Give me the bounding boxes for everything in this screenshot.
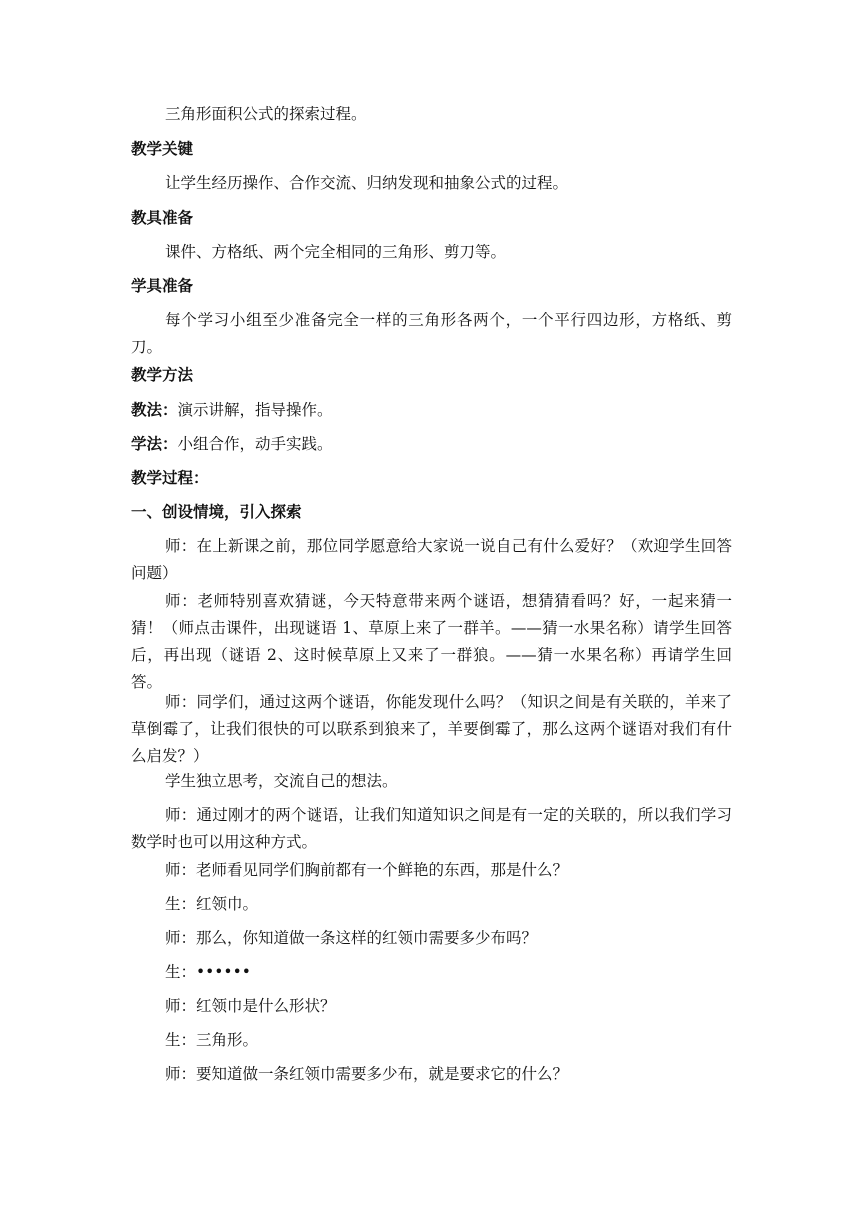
paragraph-learn-method [131, 431, 732, 458]
heading-section-1: 一、创设情境，引入探索 [131, 503, 302, 521]
heading-teaching-key: 教学关键 [131, 140, 194, 158]
learn-method-text: 小组合作，动手实践。 [177, 435, 333, 453]
heading-student-tools: 学具准备 [131, 277, 194, 295]
paragraph-11: 生：三角形。 [165, 1031, 259, 1049]
paragraph-7: 生：红领巾。 [165, 895, 259, 913]
paragraph-intro: 三角形面积公式的探索过程。 [165, 105, 367, 123]
heading-teaching-method: 教学方法 [131, 366, 194, 384]
teach-method-label: 教法： [131, 401, 178, 419]
heading-teaching-tools: 教具准备 [131, 209, 194, 227]
paragraph-teach-method [131, 397, 732, 424]
paragraph-teaching-key: 让学生经历操作、合作交流、归纳发现和抽象公式的过程。 [165, 174, 569, 192]
paragraph-5: 师：通过刚才的两个谜语，让我们知道知识之间是有一定的关联的，所以我们学习数学时也可以用这种方式。 [131, 806, 732, 851]
paragraph-6: 师：老师看见同学们胸前都有一个鲜艳的东西，那是什么？ [165, 861, 569, 879]
teach-method-text: 演示讲解，指导操作。 [177, 401, 333, 419]
learn-method-label: 学法： [131, 435, 178, 453]
paragraph-3: 师：同学们，通过这两个谜语，你能发现什么吗？（知识之间是有关联的，羊来了草倒霉了，让我们很快的可以联系到狼来了，羊要倒霉了，那么这两个谜语对我们有什么启发？） [131, 693, 732, 765]
paragraph-1: 师：在上新课之前，那位同学愿意给大家说一说自己有什么爱好？（欢迎学生回答问题） [131, 537, 732, 582]
paragraph-12: 师：要知道做一条红领巾需要多少布，就是要求它的什么？ [165, 1065, 569, 1083]
paragraph-student-tools: 每个学习小组至少准备完全一样的三角形各两个，一个平行四边形，方格纸、剪刀。 [131, 311, 732, 356]
paragraph-2: 师：老师特别喜欢猜谜，今天特意带来两个谜语，想猜猜看吗？好，一起来猜一猜！（师点击课件，出现谜语 1、草原上来了一群羊。——猜一水果名称）请学生回答后，再出现（谜语 2、这时候草原上又来了一群狼。——猜一水果名称）再请学生回答。 [131, 592, 732, 691]
paragraph-teaching-tools: 课件、方格纸、两个完全相同的三角形、剪刀等。 [165, 243, 507, 261]
paragraph-8: 师：那么，你知道做一条这样的红领巾需要多少布吗？ [165, 929, 538, 947]
paragraph-4: 学生独立思考，交流自己的想法。 [165, 772, 398, 790]
heading-teaching-process: 教学过程： [131, 469, 209, 487]
paragraph-9: 生：•••••• [165, 963, 251, 981]
paragraph-10: 师：红领巾是什么形状？ [165, 997, 336, 1015]
